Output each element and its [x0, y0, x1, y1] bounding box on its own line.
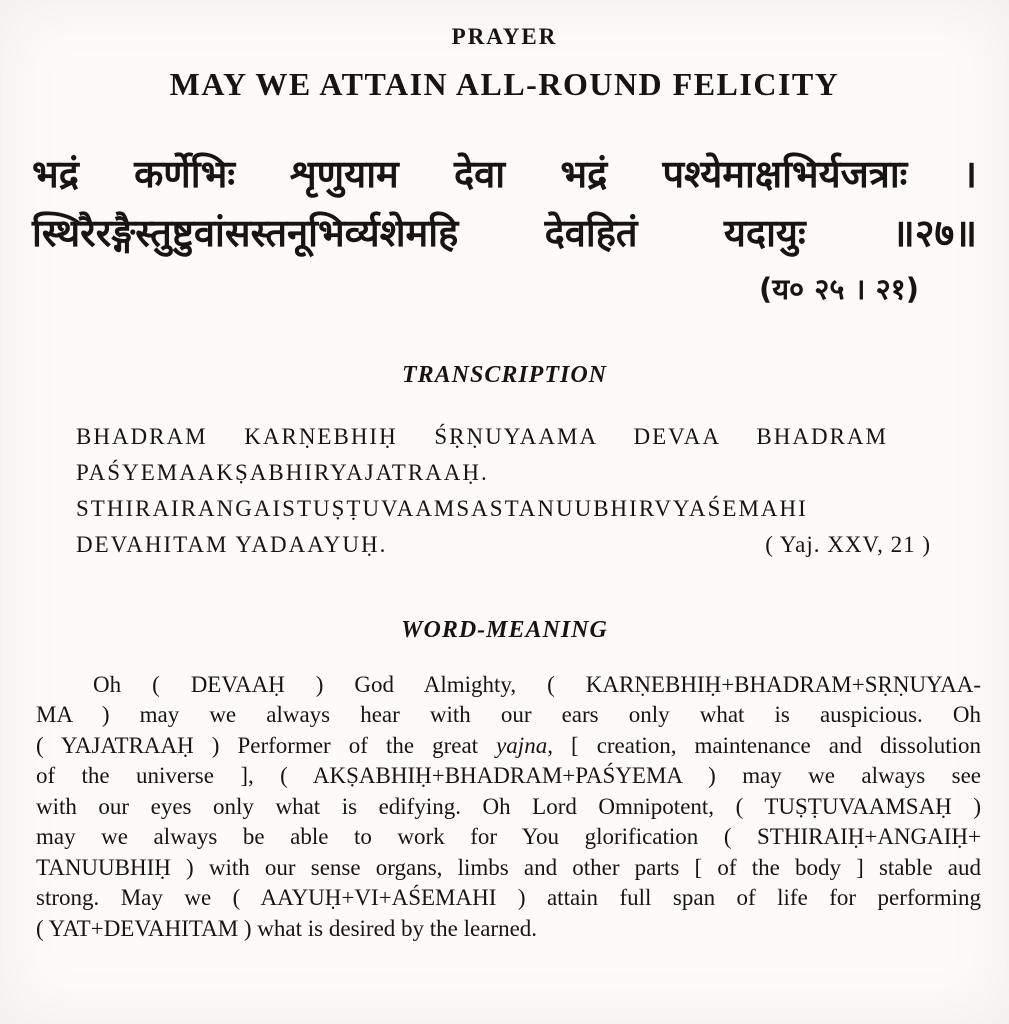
transcription-line-4 [76, 527, 931, 563]
paragraph-line-3-pre: ( YAJATRAAḤ ) Performer of the great [36, 732, 497, 758]
paragraph-line-5: with our eyes only what is edifying. Oh Lord Omnipotent, ( TUṢṬUVAAMSAḤ ) [36, 793, 981, 819]
paragraph-line-1: Oh ( DEVAAḤ ) God Almighty, ( KARṆEBHIḤ+BHADRAM+SṚṆUYAA- [93, 671, 981, 697]
word-meaning-heading: WORD-MEANING [401, 616, 608, 643]
transcription-line-3: STHIRAIRANGAISTUṢṬUVAAMSASTANUUBHIRVYAŚEMAHI [76, 495, 808, 521]
sanskrit-verse-line-1: भद्रं कर्णेभिः शृणुयाम देवा भद्रं पश्येमाक्षभिर्यजत्राः । [32, 152, 977, 196]
transcription-block [76, 419, 931, 563]
paragraph-line-8: strong. May we ( AAYUḤ+VI+AŚEMAHI ) attain full span of life for performing [36, 885, 981, 911]
paragraph-line-2: MA ) may we always hear with our ears only what is auspicious. Oh [36, 702, 981, 728]
page-title: MAY WE ATTAIN ALL-ROUND FELICITY [169, 66, 840, 102]
transcription-reference: ( Yaj. XXV, 21 ) [765, 531, 931, 557]
paragraph-line-3-italic-term: yajna [496, 732, 548, 758]
transcription-line-2: PAŚYEMAAKṢABHIRYAJATRAAḤ. [76, 459, 489, 485]
transcription-line-4-text: DEVAHITAM YADAAYUḤ. [76, 531, 388, 557]
transcription-heading: TRANSCRIPTION [401, 361, 608, 388]
transcription-line-1: BHADRAM KARṆEBHIḤ ŚṚṆUYAAMA DEVAA BHADRAM [76, 423, 888, 449]
paragraph-line-3-post: , [ creation, maintenance and dissolution [547, 732, 981, 758]
verse-reference-devanagari: (य० २५ । २१) [758, 271, 919, 306]
word-meaning-paragraph [36, 670, 981, 945]
paragraph-line-6: may we always be able to work for You glorification ( STHIRAIḤ+ANGAIḤ+ [36, 824, 981, 850]
paragraph-line-7: TANUUBHIḤ ) with our sense organs, limbs and other parts [ of the body ] stable aud [36, 854, 981, 880]
section-label: PRAYER [451, 24, 558, 49]
sanskrit-verse-line-2: स्थिरैरङ्गैस्तुष्टुवांसस्तनूभिर्व्यशेमहि देवहितं यदायुः ॥२७॥ [32, 210, 977, 255]
paragraph-line-4: of the universe ], ( AKṢABHIḤ+BHADRAM+PAŚYEMA ) may we always see [36, 763, 981, 789]
sanskrit-verse [0, 145, 1009, 308]
paragraph-line-3 [36, 731, 981, 762]
paragraph-line-9: ( YAT+DEVAHITAM ) what is desired by the learned. [36, 915, 538, 941]
